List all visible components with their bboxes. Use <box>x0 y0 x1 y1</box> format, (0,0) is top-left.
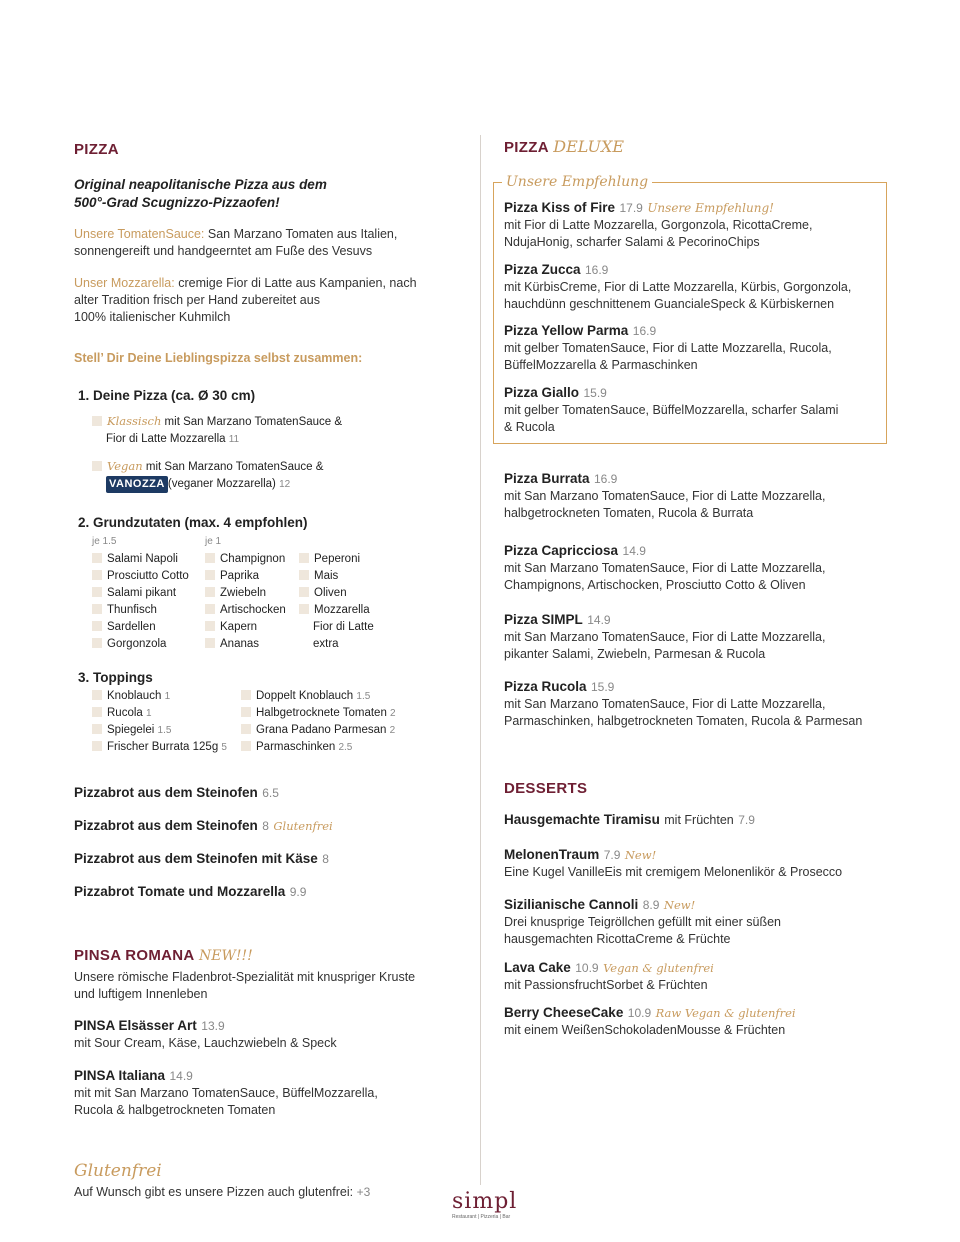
checkbox-icon <box>241 741 251 751</box>
step-2-title: 2. Grundzutaten (max. 4 empfohlen) <box>78 515 308 530</box>
intro-heading <box>74 176 327 212</box>
list-item: Salami Napoli <box>92 551 189 568</box>
dessert-item: MelonenTraum 7.9 New! Eine Kugel VanilleEis mit cremigem Melonenlikör & Prosecco <box>504 847 843 879</box>
vegan-label: Vegan <box>107 459 143 473</box>
dessert-item: Sizilianische Cannoli 8.9 New! Drei knusprige Teigröllchen gefüllt mit einer süßen hausgemachten RicottaCreme & Früchte <box>504 897 781 946</box>
checkbox-icon <box>299 553 309 563</box>
list-item: Mozzarella <box>299 602 374 619</box>
intro-line-2: 500°-Grad Scugnizzo-Pizzaofen! <box>74 195 280 210</box>
checkbox-icon <box>241 724 251 734</box>
logo-text: simpl <box>452 1189 518 1214</box>
list-item: Artischocken <box>205 602 286 619</box>
menu-item: Pizza Kiss of Fire 17.9 Unsere Empfehlung! mit Fior di Latte Mozzarella, Gorgonzola, RicottaCreme, NdujaHonig, scharfer Salami & PecorinoChips <box>504 200 813 249</box>
list-item: Kapern <box>205 619 286 636</box>
pinsa-section-title: PINSA ROMANA NEW!!! <box>74 947 253 964</box>
mozzarella-info <box>74 275 417 326</box>
list-item: Frischer Burrata 125g 5 <box>92 739 227 756</box>
vegan-tag: Vegan & glutenfrei <box>603 961 714 975</box>
glutenfrei-note: Auf Wunsch gibt es unsere Pizzen auch glutenfrei: +3 <box>74 1185 371 1199</box>
list-item: Parmaschinken 2.5 <box>241 739 396 756</box>
checkbox-icon <box>205 604 215 614</box>
list-item: Salami pikant <box>92 585 189 602</box>
checkbox-icon <box>92 570 102 580</box>
col1-price: je 1.5 <box>92 536 117 547</box>
simpl-logo <box>452 1189 518 1220</box>
ingredients-col-1 <box>92 551 189 653</box>
deluxe-section-title: PIZZA DELUXE <box>504 137 625 156</box>
list-item: Halbgetrocknete Tomaten 2 <box>241 705 396 722</box>
checkbox-icon <box>92 690 102 700</box>
menu-item: Pizza Yellow Parma 16.9 mit gelber TomatenSauce, Fior di Latte Mozzarella, Rucola, BüffelMozzarella & Parmaschinken <box>504 323 832 372</box>
recommendation-tag: Unsere Empfehlung! <box>647 201 774 215</box>
checkbox-icon <box>299 570 309 580</box>
pinsa-item: PINSA Italiana 14.9 mit mit San Marzano TomatenSauce, BüffelMozzarella, Rucola & halbgetrockneten Tomaten <box>74 1068 378 1117</box>
brot-item: Pizzabrot aus dem Steinofen 8 Glutenfrei <box>74 818 333 833</box>
mozzarella-text-3: 100% italienischer Kuhmilch <box>74 310 231 324</box>
ingredients-col-2 <box>205 551 286 653</box>
checkbox-icon <box>241 690 251 700</box>
brot-item: Pizzabrot aus dem Steinofen mit Käse 8 <box>74 851 329 866</box>
checkbox-icon <box>205 638 215 648</box>
glutenfrei-tag: Glutenfrei <box>273 819 333 833</box>
menu-item: Pizza SIMPL 14.9 mit San Marzano TomatenSauce, Fior di Latte Mozzarella, pikanter Salami, Zwiebeln, Parmesan & Rucola <box>504 612 826 661</box>
list-item: Grana Padano Parmesan 2 <box>241 722 396 739</box>
build-your-pizza-title: Stell’ Dir Deine Lieblingspizza selbst zusammen: <box>74 351 363 365</box>
intro-line-1: Original neapolitanische Pizza aus dem <box>74 177 327 192</box>
pinsa-subtitle: Unsere römische Fladenbrot-Spezialität mit knuspriger Kruste und luftigem Innenleben <box>74 970 416 1001</box>
menu-item: Pizza Zucca 16.9 mit KürbisCreme, Fior di Latte Mozzarella, Kürbis, Gorgonzola, hauchdünn geschnittenem GuancialeSpeck & Kürbiskernen <box>504 262 852 311</box>
tomato-text-2: sonnengereift und handgeerntet am Fuße des Vesuvs <box>74 244 373 258</box>
menu-item: Pizza Capricciosa 14.9 mit San Marzano TomatenSauce, Fior di Latte Mozzarella, Champignons, Artischocken, Prosciutto Cotto & Oliven <box>504 543 826 592</box>
checkbox-icon <box>205 587 215 597</box>
vegan-text-1: mit San Marzano TomatenSauce & <box>142 461 324 473</box>
mozzarella-text-1: cremige Fior di Latte aus Kampanien, nach <box>174 276 417 290</box>
vegan-price: 12 <box>279 479 291 490</box>
checkbox-icon <box>299 587 309 597</box>
menu-item: Pizza Burrata 16.9 mit San Marzano TomatenSauce, Fior di Latte Mozzarella, halbgetrockneten Tomaten, Rucola & Burrata <box>504 471 826 520</box>
step-3-title: 3. Toppings <box>78 670 153 685</box>
checkbox-icon <box>241 707 251 717</box>
dessert-item: Hausgemachte Tiramisu mit Früchten 7.9 <box>504 812 755 827</box>
dessert-item: Lava Cake 10.9 Vegan & glutenfrei mit PassionsfruchtSorbet & Früchten <box>504 960 714 992</box>
checkbox-icon <box>92 553 102 563</box>
list-item-extra: extra <box>313 638 339 650</box>
tomato-text-1: San Marzano Tomaten aus Italien, <box>204 227 398 241</box>
toppings-right <box>241 688 396 756</box>
klassisch-label: Klassisch <box>107 414 162 428</box>
pinsa-item: PINSA Elsässer Art 13.9 mit Sour Cream, Käse, Lauchzwiebeln & Speck <box>74 1018 337 1050</box>
dessert-item: Berry CheeseCake 10.9 Raw Vegan & glutenfrei mit einem WeißenSchokoladenMousse & Früchten <box>504 1005 796 1037</box>
list-item-extra: Fior di Latte <box>313 621 374 633</box>
checkbox-icon <box>205 621 215 631</box>
mozzarella-label: Unser Mozzarella: <box>74 276 175 290</box>
klassisch-price: 11 <box>228 434 240 445</box>
mozzarella-text-2: alter Tradition frisch per Hand zubereitet aus <box>74 293 320 307</box>
list-item: Champignon <box>205 551 286 568</box>
brot-item: Pizzabrot aus dem Steinofen 6.5 <box>74 785 279 800</box>
list-item: Doppelt Knoblauch 1.5 <box>241 688 396 705</box>
ingredients-col-3 <box>299 551 374 653</box>
pizza-section-title: PIZZA <box>74 141 119 158</box>
vegan-tag: Raw Vegan & glutenfrei <box>655 1006 796 1020</box>
deluxe-script: DELUXE <box>553 137 625 156</box>
klassisch-text-2: Fior di Latte Mozzarella <box>106 433 226 445</box>
glutenfrei-title: Glutenfrei <box>74 1161 162 1181</box>
desserts-section-title: DESSERTS <box>504 780 588 797</box>
option-klassisch <box>92 413 342 448</box>
list-item: Prosciutto Cotto <box>92 568 189 585</box>
checkbox-icon <box>205 553 215 563</box>
brot-item: Pizzabrot Tomate und Mozzarella 9.9 <box>74 884 307 899</box>
new-tag: New! <box>624 848 657 862</box>
recommendation-label: Unsere Empfehlung <box>502 174 652 190</box>
tomato-label: Unsere TomatenSauce: <box>74 227 205 241</box>
vanozza-logo: VANOZZA <box>106 476 168 493</box>
toppings-left <box>92 688 227 756</box>
list-item: Paprika <box>205 568 286 585</box>
list-item: Mais <box>299 568 374 585</box>
checkbox-icon <box>92 416 102 426</box>
list-item: Spiegelei 1.5 <box>92 722 227 739</box>
list-item: Knoblauch 1 <box>92 688 227 705</box>
checkbox-icon <box>92 461 102 471</box>
option-vegan <box>92 458 323 493</box>
menu-item: Pizza Giallo 15.9 mit gelber TomatenSauce, BüffelMozzarella, scharfer Salami & Rucola <box>504 385 839 434</box>
pinsa-new-badge: NEW!!! <box>199 948 253 964</box>
list-item: Peperoni <box>299 551 374 568</box>
column-divider <box>480 135 481 1185</box>
new-tag: New! <box>663 898 696 912</box>
list-item: Oliven <box>299 585 374 602</box>
checkbox-icon <box>205 570 215 580</box>
checkbox-icon <box>92 621 102 631</box>
vegan-text-2: (veganer Mozzarella) <box>167 478 276 490</box>
list-item: Thunfisch <box>92 602 189 619</box>
list-item: Sardellen <box>92 619 189 636</box>
klassisch-text-1: mit San Marzano TomatenSauce & <box>161 416 343 428</box>
checkbox-icon <box>92 638 102 648</box>
list-item: Ananas <box>205 636 286 653</box>
checkbox-icon <box>92 724 102 734</box>
list-item: Zwiebeln <box>205 585 286 602</box>
checkbox-icon <box>92 604 102 614</box>
checkbox-icon <box>299 604 309 614</box>
step-1-title: 1. Deine Pizza (ca. Ø 30 cm) <box>78 388 256 403</box>
list-item: Rucola 1 <box>92 705 227 722</box>
tomato-info <box>74 226 397 260</box>
checkbox-icon <box>92 741 102 751</box>
list-item: Gorgonzola <box>92 636 189 653</box>
checkbox-icon <box>92 587 102 597</box>
col2-price: je 1 <box>205 536 222 547</box>
logo-subtext: Restaurant | Pizzeria | Bar <box>452 1214 511 1220</box>
menu-item: Pizza Rucola 15.9 mit San Marzano TomatenSauce, Fior di Latte Mozzarella, Parmaschinken, halbgetrockneten Tomaten, Rucola & Parmesan <box>504 679 863 728</box>
checkbox-icon <box>92 707 102 717</box>
